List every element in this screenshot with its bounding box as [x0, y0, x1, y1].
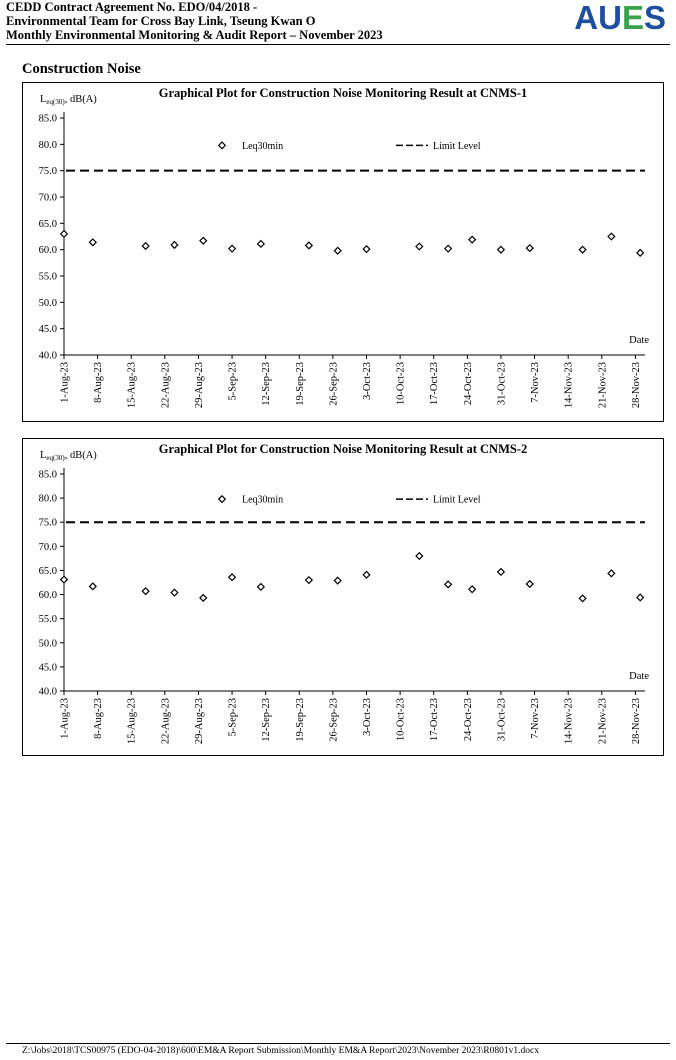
y-axis-label-sub: eq(30)	[46, 454, 65, 462]
x-tick-label: 17-Oct-23	[429, 362, 441, 406]
data-point	[61, 231, 68, 238]
data-point	[637, 250, 644, 257]
chart-cnms-2	[22, 438, 664, 756]
x-tick-label: 8-Aug-23	[93, 698, 105, 739]
data-point	[498, 246, 505, 253]
y-axis-label	[40, 450, 97, 462]
x-tick-label: 15-Aug-23	[126, 698, 138, 745]
y-axis-label-sub: eq(30)	[46, 98, 65, 106]
data-point	[363, 571, 370, 578]
x-tick-label: 10-Oct-23	[395, 698, 407, 742]
data-point	[608, 233, 615, 240]
data-point	[306, 577, 313, 584]
y-tick-label: 70.0	[38, 192, 57, 204]
x-tick-label: 7-Nov-23	[530, 698, 542, 739]
data-point	[416, 243, 423, 250]
y-axis-label-main: L	[40, 450, 47, 461]
y-tick-label: 55.0	[38, 614, 57, 626]
data-point	[229, 245, 236, 252]
data-point	[229, 574, 236, 581]
data-point	[171, 589, 178, 596]
data-point	[171, 242, 178, 249]
data-point	[469, 586, 476, 593]
y-tick-label: 45.0	[38, 324, 57, 336]
y-tick-label: 60.0	[38, 245, 57, 257]
data-point	[142, 588, 149, 595]
legend-label-limit-level: Limit Level	[433, 140, 481, 152]
x-tick-label: 24-Oct-23	[462, 362, 474, 406]
data-point	[445, 245, 452, 252]
y-axis-label-unit: , dB(A)	[64, 94, 97, 105]
data-point	[445, 581, 452, 588]
y-tick-label: 75.0	[38, 517, 57, 529]
x-axis-label: Date	[629, 335, 649, 346]
y-tick-label: 65.0	[38, 218, 57, 230]
x-tick-label: 28-Nov-23	[630, 698, 642, 745]
data-point	[637, 594, 644, 601]
x-tick-label: 1-Aug-23	[59, 362, 71, 403]
x-tick-label: 28-Nov-23	[630, 362, 642, 409]
x-tick-label: 5-Sep-23	[227, 698, 239, 737]
data-point	[526, 245, 533, 252]
data-point	[61, 576, 68, 583]
y-tick-label: 80.0	[38, 139, 57, 151]
data-point	[258, 241, 265, 248]
y-axis-label	[40, 94, 97, 106]
data-point	[306, 242, 313, 249]
x-tick-label: 19-Sep-23	[294, 362, 306, 406]
data-point	[608, 570, 615, 577]
file-path-footer: Z:\Jobs\2018\TCS00975 (EDO-04-2018)\600\EM&A Report Submission\Monthly EM&A Report\2023\November 2023\R0801v1.docx	[22, 1046, 539, 1056]
y-tick-label: 85.0	[38, 469, 57, 481]
x-tick-label: 22-Aug-23	[160, 362, 172, 409]
x-tick-label: 5-Sep-23	[227, 362, 239, 401]
x-tick-label: 14-Nov-23	[563, 362, 575, 409]
y-tick-label: 60.0	[38, 590, 57, 602]
header-divider	[6, 44, 670, 45]
data-point	[363, 246, 370, 253]
x-tick-label: 31-Oct-23	[496, 362, 508, 406]
y-tick-label: 45.0	[38, 662, 57, 674]
data-point	[579, 595, 586, 602]
chart-title: Graphical Plot for Construction Noise Monitoring Result at CNMS-1	[158, 86, 528, 100]
data-point	[258, 584, 265, 591]
report-title: Monthly Environmental Monitoring & Audit Report – November 2023	[6, 28, 383, 42]
legend-marker-leq30min	[219, 496, 226, 503]
legend-label-limit-level: Limit Level	[433, 494, 481, 506]
legend-label-leq30min: Leq30min	[242, 494, 284, 506]
y-axis-label-unit: , dB(A)	[64, 450, 97, 461]
chart-cnms-1	[22, 82, 664, 422]
y-tick-label: 65.0	[38, 565, 57, 577]
x-tick-label: 26-Sep-23	[328, 698, 340, 742]
data-point	[90, 583, 97, 590]
data-point	[200, 237, 207, 244]
x-tick-label: 19-Sep-23	[294, 698, 306, 742]
data-point	[526, 581, 533, 588]
x-tick-label: 29-Aug-23	[193, 362, 205, 409]
aues-logo	[574, 1, 666, 35]
x-tick-label: 21-Nov-23	[597, 362, 609, 409]
x-tick-label: 24-Oct-23	[462, 698, 474, 742]
y-tick-label: 50.0	[38, 297, 57, 309]
x-tick-label: 3-Oct-23	[362, 698, 374, 736]
x-tick-label: 3-Oct-23	[362, 362, 374, 400]
x-tick-label: 1-Aug-23	[59, 698, 71, 739]
logo-letter-s: S	[643, 0, 666, 36]
x-tick-label: 12-Sep-23	[261, 362, 273, 406]
data-point	[579, 246, 586, 253]
data-point	[142, 243, 149, 250]
chart-svg-cnms-1	[23, 83, 663, 421]
y-tick-label: 50.0	[38, 638, 57, 650]
data-point	[90, 239, 97, 246]
footer-divider	[6, 1043, 670, 1044]
y-tick-label: 70.0	[38, 541, 57, 553]
data-point	[469, 236, 476, 243]
y-tick-label: 40.0	[38, 686, 57, 698]
y-tick-label: 75.0	[38, 166, 57, 178]
logo-letter-e: E	[621, 0, 644, 36]
y-tick-label: 40.0	[38, 350, 57, 362]
chart-title: Graphical Plot for Construction Noise Monitoring Result at CNMS-2	[158, 442, 528, 456]
x-tick-label: 10-Oct-23	[395, 362, 407, 406]
y-tick-label: 85.0	[38, 113, 57, 125]
x-tick-label: 22-Aug-23	[160, 698, 172, 745]
data-point	[200, 595, 207, 602]
legend-label-leq30min: Leq30min	[242, 140, 284, 152]
data-point	[334, 577, 341, 584]
project-title: Environmental Team for Cross Bay Link, Tseung Kwan O	[6, 14, 316, 28]
x-axis-label: Date	[629, 671, 649, 682]
x-tick-label: 8-Aug-23	[93, 362, 105, 403]
x-tick-label: 14-Nov-23	[563, 698, 575, 745]
data-point	[334, 247, 341, 254]
x-tick-label: 29-Aug-23	[193, 698, 205, 745]
x-tick-label: 21-Nov-23	[597, 698, 609, 745]
x-tick-label: 12-Sep-23	[261, 698, 273, 742]
data-point	[498, 569, 505, 576]
logo-letter-u: U	[598, 0, 622, 36]
y-axis-label-main: L	[40, 94, 47, 105]
x-tick-label: 7-Nov-23	[530, 362, 542, 403]
x-tick-label: 17-Oct-23	[429, 698, 441, 742]
contract-title: CEDD Contract Agreement No. EDO/04/2018 -	[6, 0, 258, 14]
legend-marker-leq30min	[219, 142, 226, 149]
section-title: Construction Noise	[22, 61, 141, 77]
chart-svg-cnms-2	[23, 439, 663, 755]
x-tick-label: 15-Aug-23	[126, 362, 138, 409]
y-tick-label: 55.0	[38, 271, 57, 283]
data-point	[416, 553, 423, 560]
x-tick-label: 31-Oct-23	[496, 698, 508, 742]
x-tick-label: 26-Sep-23	[328, 362, 340, 406]
report-header	[6, 0, 670, 44]
logo-letter-a: A	[574, 0, 599, 36]
y-tick-label: 80.0	[38, 493, 57, 505]
